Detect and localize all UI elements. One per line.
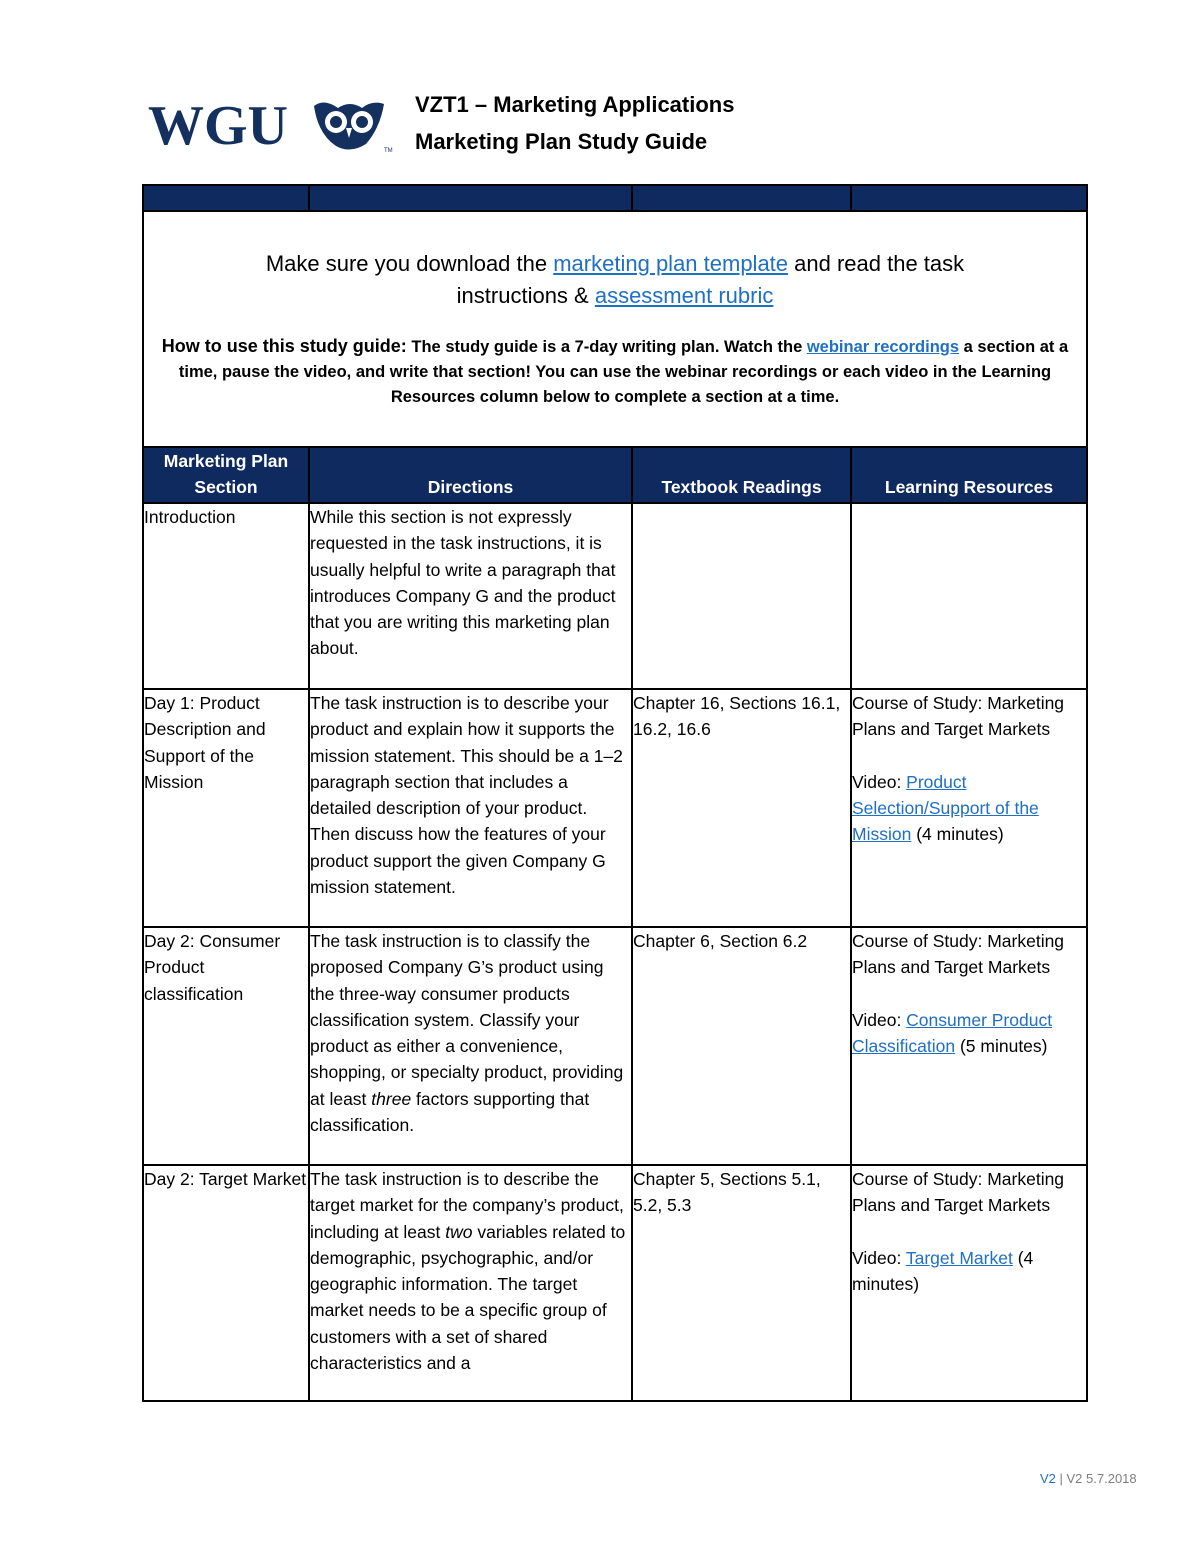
- row-section: Day 1: Product Description and Support of the Mission: [143, 689, 309, 927]
- column-header-row: [143, 447, 1087, 503]
- marketing-plan-template-link[interactable]: marketing plan template: [553, 251, 789, 276]
- svg-text:TM: TM: [384, 148, 393, 154]
- col-header-resources: Learning Resources: [851, 447, 1087, 503]
- row-directions: While this section is not expressly requested in the task instructions, it is usually helpful to write a paragraph that introduces Company G and the product that you are writing this marketing plan about.: [309, 503, 632, 689]
- video-link[interactable]: Target Market: [905, 1247, 1013, 1268]
- wgu-logo: [146, 94, 396, 154]
- col-header-readings: Textbook Readings: [632, 447, 851, 503]
- assessment-rubric-link[interactable]: assessment rubric: [594, 283, 774, 308]
- video-resource: Video: Product Selection/Support of the Mission (4 minutes): [852, 771, 1039, 845]
- row-resources: [851, 1165, 1087, 1401]
- course-of-study: Course of Study: Marketing Plans and Target Markets: [852, 1169, 1065, 1216]
- row-section: Introduction: [143, 503, 309, 689]
- table-row: [143, 503, 1087, 689]
- row-directions: The task instruction is to classify the proposed Company G’s product using the three-way consumer products classification system. Classify your product as either a convenience, shopping, or specialty product, providing at least three factors supporting that classification.: [309, 927, 632, 1165]
- row-resources: [851, 503, 1087, 689]
- intro-instructions: Make sure you download the marketing plan template and read the task instructions & assessment rubric: [265, 251, 965, 308]
- row-readings: Chapter 16, Sections 16.1, 16.2, 16.6: [632, 689, 851, 927]
- row-readings: Chapter 6, Section 6.2: [632, 927, 851, 1165]
- col-header-section: Marketing Plan Section: [143, 447, 309, 503]
- row-resources: [851, 689, 1087, 927]
- video-link[interactable]: Product Selection/Support of the Mission: [852, 771, 1039, 845]
- row-section: Day 2: Consumer Product classification: [143, 927, 309, 1165]
- row-directions: The task instruction is to describe the target market for the company’s product, including at least two variables related to demographic, psychographic, and/or geographic information. The target market needs to be a specific group of customers with a set of shared characteristics and a: [309, 1165, 632, 1401]
- table-row: [143, 927, 1087, 1165]
- page-title: VZT1 – Marketing Applications: [415, 92, 735, 117]
- row-directions: The task instruction is to describe your product and explain how it supports the mission statement. This should be a 1–2 paragraph section that includes a detailed description of your product. Then discuss how the features of your product support the given Company G mission statement.: [309, 689, 632, 927]
- row-readings: Chapter 5, Sections 5.1, 5.2, 5.3: [632, 1165, 851, 1401]
- video-resource: Video: Target Market (4 minutes): [852, 1247, 1034, 1295]
- row-section: Day 2: Target Market: [143, 1165, 309, 1401]
- table-row: [143, 689, 1087, 927]
- row-resources: [851, 927, 1087, 1165]
- video-link[interactable]: Consumer Product Classification: [852, 1009, 1053, 1057]
- table-top-bar: [143, 185, 1087, 211]
- version-footer: V2 | V2 5.7.2018: [1040, 1471, 1137, 1486]
- how-to-use-text: How to use this study guide: The study guide is a 7-day writing plan. Watch the webinar recordings a section at a time, pause the video, and write that section! You can use the webinar recordings or each video in the Learning Resources column below to complete a section at a time.: [161, 336, 1069, 406]
- page-subtitle: Marketing Plan Study Guide: [415, 129, 708, 154]
- intro-row: [143, 211, 1087, 447]
- study-guide-table: [142, 184, 1088, 1402]
- wgu-logo-text: WGU: [148, 95, 288, 154]
- row-readings: [632, 503, 851, 689]
- owl-icon: [314, 102, 384, 149]
- course-of-study: Course of Study: Marketing Plans and Target Markets: [852, 931, 1065, 978]
- table-row: [143, 1165, 1087, 1401]
- video-resource: Video: Consumer Product Classification (5 minutes): [852, 1009, 1053, 1057]
- webinar-recordings-link[interactable]: webinar recordings: [806, 338, 960, 356]
- col-header-directions: Directions: [309, 447, 632, 503]
- course-of-study: Course of Study: Marketing Plans and Target Markets: [852, 693, 1065, 740]
